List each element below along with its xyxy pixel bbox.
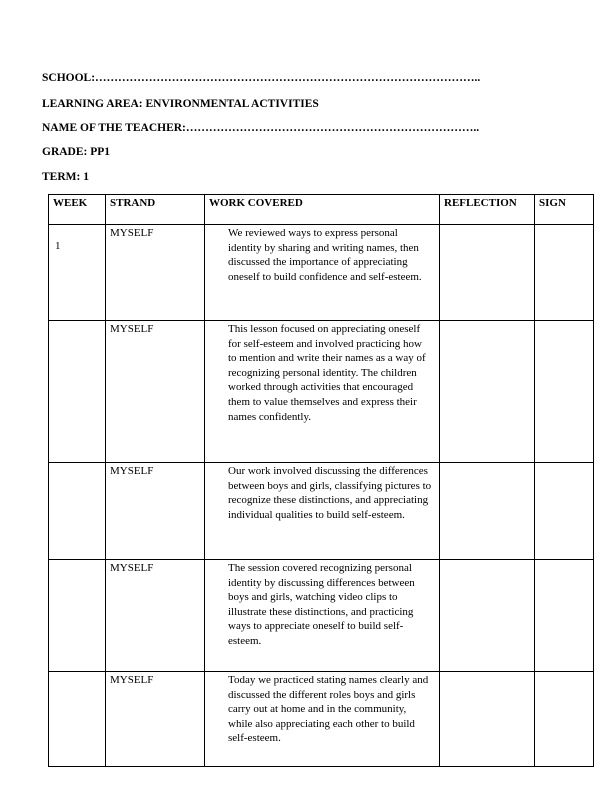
table-row [49,321,594,463]
work-covered-cell: Our work involved discussing the differences between boys and girls, classifying pictures to recognize these distinctions, and appreciating individual qualities to build self-esteem. [205,463,440,560]
table-row [49,225,594,321]
table-header-row [49,195,594,225]
week-cell [49,560,106,672]
week-cell: 1 [49,225,106,321]
reflection-cell [440,672,535,767]
sign-cell [535,321,594,463]
work-covered-cell: Today we practiced stating names clearly and discussed the different roles boys and girls carry out at home and in the community, while also appreciating each other to build self-esteem. [205,672,440,767]
work-record-table [48,194,594,767]
header-reflection: REFLECTION [440,195,535,225]
sign-cell [535,225,594,321]
learning-area-line: LEARNING AREA: ENVIRONMENTAL ACTIVITIES [42,98,319,110]
work-covered-cell: This lesson focused on appreciating oneself for self-esteem and involved practicing how to mention and write their names as a way of recognizing personal identity. The children worked through activities that encouraged them to value themselves and express their names confidently. [205,321,440,463]
work-covered-cell: The session covered recognizing personal identity by discussing differences between boys and girls, watching video clips to illustrate these distinctions, and practicing ways to appreciate oneself to build self-esteem. [205,560,440,672]
header-week: WEEK [49,195,106,225]
table-row [49,463,594,560]
header-work-covered: WORK COVERED [205,195,440,225]
reflection-cell [440,463,535,560]
strand-cell: MYSELF [106,321,205,463]
work-covered-cell: We reviewed ways to express personal identity by sharing and writing names, then discussed the importance of appreciating oneself to build confidence and self-esteem. [205,225,440,321]
sign-cell [535,672,594,767]
reflection-cell [440,321,535,463]
strand-cell: MYSELF [106,463,205,560]
school-line: SCHOOL:……………………………………………………………………………………….. [42,72,481,84]
header-sign: SIGN [535,195,594,225]
term-line: TERM: 1 [42,171,89,183]
strand-cell: MYSELF [106,560,205,672]
table-row [49,560,594,672]
week-cell [49,321,106,463]
week-cell [49,463,106,560]
table-row [49,672,594,767]
grade-line: GRADE: PP1 [42,146,111,158]
week-cell [49,672,106,767]
strand-cell: MYSELF [106,672,205,767]
teacher-name-line: NAME OF THE TEACHER:………………………………………………………………….. [42,122,480,134]
sign-cell [535,463,594,560]
strand-cell: MYSELF [106,225,205,321]
sign-cell [535,560,594,672]
reflection-cell [440,225,535,321]
header-strand: STRAND [106,195,205,225]
reflection-cell [440,560,535,672]
